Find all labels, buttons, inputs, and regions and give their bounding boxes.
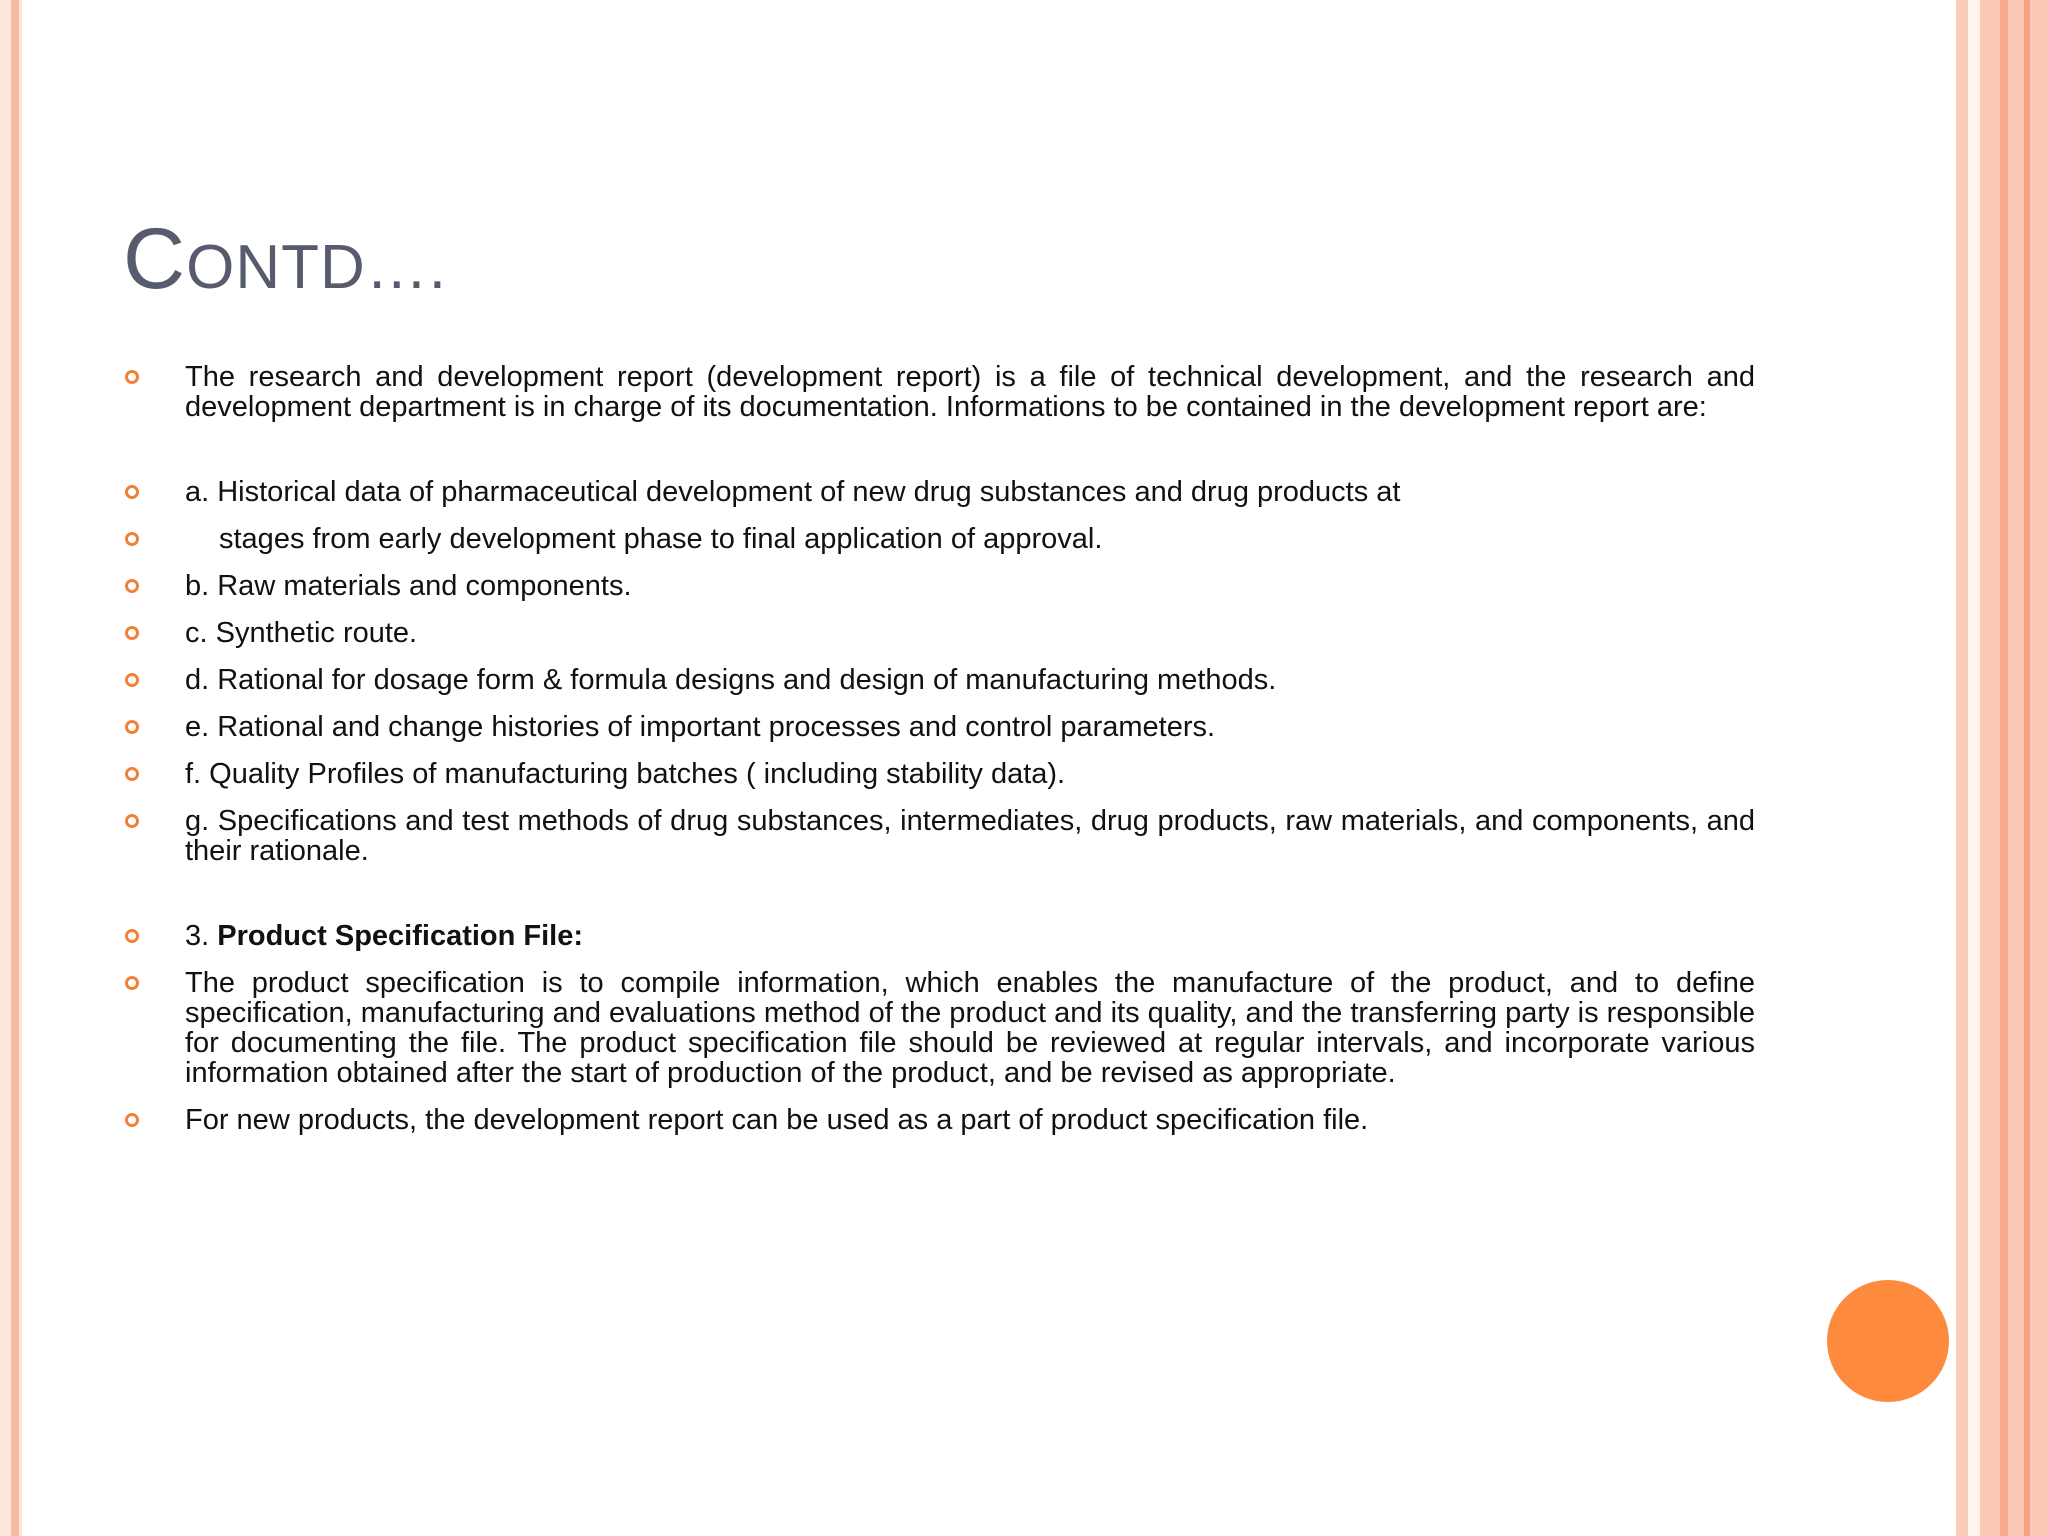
right-border-stripe — [2000, 0, 2008, 1536]
slide-title-rest: ONTD…. — [186, 233, 447, 302]
bullet-ring-icon — [125, 370, 139, 384]
section-number: 3. — [185, 920, 218, 952]
slide-title-capital: C — [123, 211, 187, 307]
bullet-text: a. Historical data of pharmaceutical development of new drug substances and drug products at — [185, 476, 1401, 508]
bullet-item — [123, 618, 1755, 648]
bullet-item — [123, 712, 1755, 742]
bullet-ring-icon — [125, 767, 139, 781]
bullet-ring-icon — [125, 720, 139, 734]
bullet-text: b. Raw materials and components. — [185, 570, 632, 602]
bullet-text: For new products, the development report can be used as a part of product specification file. — [185, 1104, 1369, 1136]
bullet-item — [123, 362, 1755, 422]
right-border-stripe — [1956, 0, 1968, 1536]
slide-body — [123, 362, 1755, 1135]
slide-title — [123, 208, 447, 311]
bullet-item — [123, 968, 1755, 1088]
bullet-text: f. Quality Profiles of manufacturing batches ( including stability data). — [185, 758, 1066, 790]
bullet-item — [123, 477, 1755, 507]
bullet-ring-icon — [125, 579, 139, 593]
bullet-text: d. Rational for dosage form & formula designs and design of manufacturing methods. — [185, 664, 1277, 696]
bullet-ring-icon — [125, 976, 139, 990]
right-border-stripe — [1968, 0, 1980, 1536]
bullet-ring-icon — [125, 1113, 139, 1127]
bullet-text: The research and development report (development report) is a file of technical development, and the research and development department is in charge of its documentation. Informations to be contained in the development report are: — [185, 361, 1755, 423]
right-border-stripe — [1980, 0, 2048, 1536]
bullet-ring-icon — [125, 814, 139, 828]
bullet-item — [123, 665, 1755, 695]
bullet-ring-icon — [125, 673, 139, 687]
bullet-item — [123, 1105, 1755, 1135]
bullet-item — [123, 806, 1755, 866]
bullet-ring-icon — [125, 532, 139, 546]
bullet-item — [123, 571, 1755, 601]
bullet-ring-icon — [125, 929, 139, 943]
bullet-text: The product specification is to compile information, which enables the manufacture of the product, and to define specification, manufacturing and evaluations method of the product and its quality, and the transferring party is responsible for documenting the file. The product specification file should be reviewed at regular intervals, and incorporate various information obtained after the start of production of the product, and be revised as appropriate. — [185, 967, 1755, 1089]
bullet-text: stages from early development phase to final application of approval. — [219, 523, 1103, 555]
right-border-stripe — [2024, 0, 2030, 1536]
bullet-ring-icon — [125, 485, 139, 499]
left-border-line — [11, 0, 19, 1536]
section-heading: Product Specification File: — [217, 920, 584, 952]
bullet-item — [123, 921, 1755, 951]
decorative-orange-circle — [1827, 1280, 1949, 1402]
bullet-text: c. Synthetic route. — [185, 617, 418, 649]
bullet-text: e. Rational and change histories of important processes and control parameters. — [185, 711, 1216, 743]
bullet-item — [123, 524, 1755, 554]
bullet-ring-icon — [125, 626, 139, 640]
bullet-text: g. Specifications and test methods of drug substances, intermediates, drug products, raw materials, and components, and their rationale. — [185, 805, 1755, 867]
bullet-item — [123, 759, 1755, 789]
